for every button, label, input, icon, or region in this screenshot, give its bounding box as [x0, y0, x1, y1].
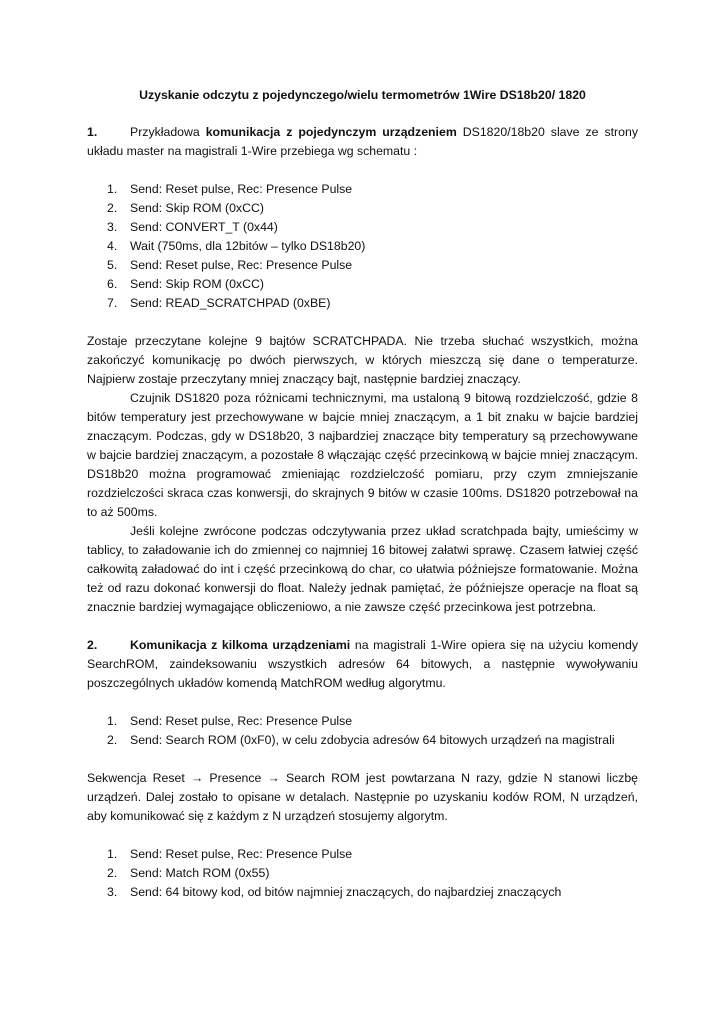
section1-intro-post: DS1820/18b20 slave ze strony układu master na magistrali 1-Wire przebiega wg schematu :	[87, 125, 638, 158]
list-item: 2. Send: Skip ROM (0xCC)	[107, 201, 264, 215]
list-item: 4. Wait (750ms, dla 12bitów – tylko DS18b20)	[107, 239, 366, 253]
section1-paragraph: Zostaje przeczytane kolejne 9 bajtów SCRATCHPADA. Nie trzeba słuchać wszystkich, można zakończyć komunikację po dwóch pierwszych, w których mieszczą się dane o temperaturze. Najpierw zostaje przeczytany mniej znaczący bajt, następnie bardziej znaczący.	[87, 334, 638, 386]
section1-paragraph: Czujnik DS1820 poza różnicami technicznymi, ma ustaloną 9 bitową rozdzielczość, gdzie 8 bitów temperatury jest przechowywane w bajcie mniej znaczącym, a 1 bit znaku w bajcie bardziej znaczącym. Podczas, gdy w DS18b20, 3 najbardziej znaczące bity temperatury są przechowywane w bajcie bardziej znaczącym, a pozostałe 8 włączając część przecinkową w bajcie mniej znaczącym. DS18b20 można programować zmieniając rozdzielczość pomiaru, przy czym zmniejszanie rozdzielczości skraca czas konwersji, do skrajnych 9 bitów w czasie 100ms. DS1820 potrzebował na to aż 500ms.	[87, 391, 638, 519]
document-title: Uzyskanie odczytu z pojedynczego/wielu termometrów 1Wire DS18b20/ 1820	[139, 88, 586, 102]
section2-intro-post: na magistrali 1-Wire opiera się na użyciu komendy SearchROM, zaindeksowaniu wszystkich adresów 64 bitowych, a następnie wywoływaniu poszczególnych układów komendą MatchROM według algorytmu.	[87, 638, 638, 690]
list-item: 5. Send: Reset pulse, Rec: Presence Pulse	[107, 258, 353, 272]
list-item: 6. Send: Skip ROM (0xCC)	[107, 277, 264, 291]
section1-paragraph: Jeśli kolejne zwrócone podczas odczytywania przez układ scratchpada bajty, umieścimy w tablicy, to załadowanie ich do zmiennej co najmniej 16 bitowej załatwi sprawę. Czasem łatwiej część całkowitą załadować do int i część przecinkową do char, co ułatwia późniejsze formatowanie. Można też od razu dokonać konwersji do float. Należy jednak pamiętać, że późniejsze operacje na float są znacznie bardziej wymagające obliczeniowo, a nie zawsze część przecinkowa jest potrzebna.	[87, 524, 638, 614]
list-item: 1. Send: Reset pulse, Rec: Presence Pulse	[107, 182, 353, 196]
section2-intro-bold: Komunikacja z kilkoma urządzeniami	[130, 638, 351, 652]
section1-intro-pre: Przykładowa	[130, 125, 206, 139]
list-item: 2. Send: Match ROM (0x55)	[107, 866, 270, 880]
section2-intro	[87, 636, 638, 693]
list-item: 7. Send: READ_SCRATCHPAD (0xBE)	[107, 296, 331, 310]
section1-step-list	[87, 180, 638, 313]
section2-step-list-b	[87, 845, 638, 902]
section2-step-list-a	[87, 712, 638, 750]
list-item: 3. Send: 64 bitowy kod, od bitów najmniej znaczących, do najbardziej znaczących	[107, 885, 562, 899]
section1-intro	[87, 123, 638, 161]
list-item: 2. Send: Search ROM (0xF0), w celu zdobycia adresów 64 bitowych urządzeń na magistrali	[107, 733, 615, 747]
section1-number: 1.	[87, 125, 98, 139]
list-item: 1. Send: Reset pulse, Rec: Presence Pulse	[107, 714, 353, 728]
list-item: 3. Send: CONVERT_T (0x44)	[107, 220, 278, 234]
list-item: 1. Send: Reset pulse, Rec: Presence Pulse	[107, 847, 353, 861]
section2-number: 2.	[87, 638, 98, 652]
section2-paragraph: Sekwencja Reset → Presence → Search ROM jest powtarzana N razy, gdzie N stanowi liczbę urządzeń. Dalej zostało to opisane w detalach. Następnie po uzyskaniu kodów ROM, N urządzeń, aby komunikować się z każdym z N urządzeń stosujemy algorytm.	[87, 771, 638, 823]
section1-intro-bold: komunikacja z pojedynczym urządzeniem	[205, 125, 457, 139]
